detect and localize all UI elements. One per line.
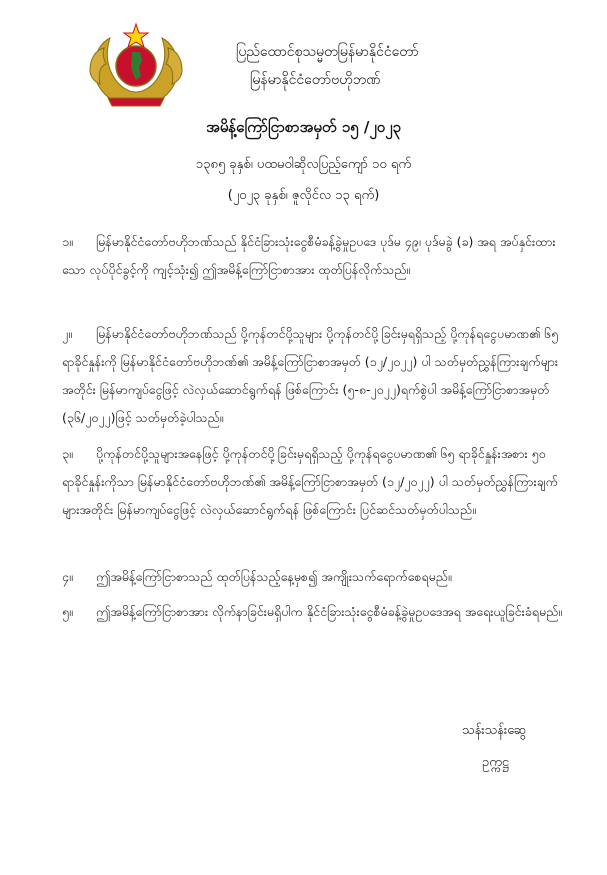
paragraph-text: ဤအမိန့်ကြော်ငြာစာအား လိုက်နာခြင်းမရှိပါက နိုင်ငံခြားသုံးငွေစီမံခန့်ခွဲမှုဥပဒေအရ အရေးယူခြင်းခံရမည်။ <box>96 604 563 619</box>
paragraph-number: ၁။ <box>62 234 73 249</box>
paragraph-number: ၂။ <box>62 326 72 341</box>
paragraph-2 <box>62 320 567 432</box>
paragraph-1 <box>62 228 567 284</box>
paragraph-number: ၃။ <box>62 446 73 461</box>
paragraph-3 <box>62 440 567 524</box>
signatory-title: ဥက္ကဋ္ဌ <box>482 755 509 770</box>
signatory-name: သန်းသန်းဆွေ <box>462 723 527 738</box>
notification-title: အမိန့်ကြော်ငြာစာအမှတ် ၁၅ /၂၀၂၃ <box>206 118 401 136</box>
paragraph-text: မြန်မာနိုင်ငံတော်ဗဟိုဘဏ်သည် ပို့ကုန်တင်ပို့သူများ ပို့ကုန်တင်ပို့ခြင်းမှရရှိသည့် ပို့ကုန်ရငွေပမာဏ၏ ၆၅ ရာခိုင်နှုန်းကို မြန်မာနိုင်ငံတော်ဗဟိုဘဏ်၏ အမိန့်ကြော်ငြာစာအမှတ် (၁၂/၂၀၂၂) ပါ သတ်မှတ်ညွှန်ကြားချက်များအတိုင်း မြန်မာကျပ်ငွေဖြင့် လဲလှယ်ဆောင်ရွက်ရန် ဖြစ်ကြောင်း (၅-၈-၂၀၂၂)ရက်စွဲပါ အမိန့်ကြော်ငြာစာအမှတ် (၃၆/၂၀၂၂)ဖြင့် သတ်မှတ်ခဲ့ပါသည်။ <box>62 326 559 425</box>
paragraph-number: ၄။ <box>62 569 73 584</box>
gregorian-date: (၂၀၂၃ ခုနှစ်၊ ဇူလိုင်လ ၁၃ ရက်) <box>227 188 380 203</box>
paragraph-text: မြန်မာနိုင်ငံတော်ဗဟိုဘဏ်သည် နိုင်ငံခြားသုံးငွေစီမံခန့်ခွဲမှုဥပဒေ ပုဒ်မ ၄၉၊ ပုဒ်မခွဲ (ခ) အရ အပ်နှင်းထားသော လုပ်ပိုင်ခွင့်ကို ကျင့်သုံး၍ ဤအမိန့်ကြော်ငြာစာအား ထုတ်ပြန်လိုက်သည်။ <box>62 234 556 277</box>
myanmar-date: ၁၃၈၅ ခုနှစ်၊ ပထမဝါဆိုလပြည့်ကျော် ၁၀ ရက် <box>195 157 412 172</box>
paragraph-5 <box>62 598 567 626</box>
state-seal-icon <box>86 22 186 110</box>
header-country-name: ပြည်ထောင်စုသမ္မတမြန်မာနိုင်ငံတော် <box>236 44 419 60</box>
header-bank-name: မြန်မာနိုင်ငံတော်ဗဟိုဘဏ် <box>250 72 381 88</box>
paragraph-number: ၅။ <box>62 604 73 619</box>
paragraph-4 <box>62 563 567 591</box>
paragraph-text: ဤအမိန့်ကြော်ငြာစာသည် ထုတ်ပြန်သည့်နေ့မှစ၍ အကျိုးသက်ရောက်စေရမည်။ <box>96 569 452 584</box>
paragraph-text: ပို့ကုန်တင်ပို့သူများအနေဖြင့် ပို့ကုန်တင်ပို့ခြင်းမှရရှိသည့် ပို့ကုန်ရငွေပမာဏ၏ ၆၅ ရာခိုင်နှုန်းအစား ၅၀ ရာခိုင်နှုန်းကိုသာ မြန်မာနိုင်ငံတော်ဗဟိုဘဏ်၏ အမိန့်ကြော်ငြာစာအမှတ် (၁၂/၂၀၂၂) ပါ သတ်မှတ်ညွှန်ကြားချက်များအတိုင်း မြန်မာကျပ်ငွေဖြင့် လဲလှယ်ဆောင်ရွက်ရန် ဖြစ်ကြောင်း ပြင်ဆင်သတ်မှတ်ပါသည်။ <box>62 446 558 517</box>
